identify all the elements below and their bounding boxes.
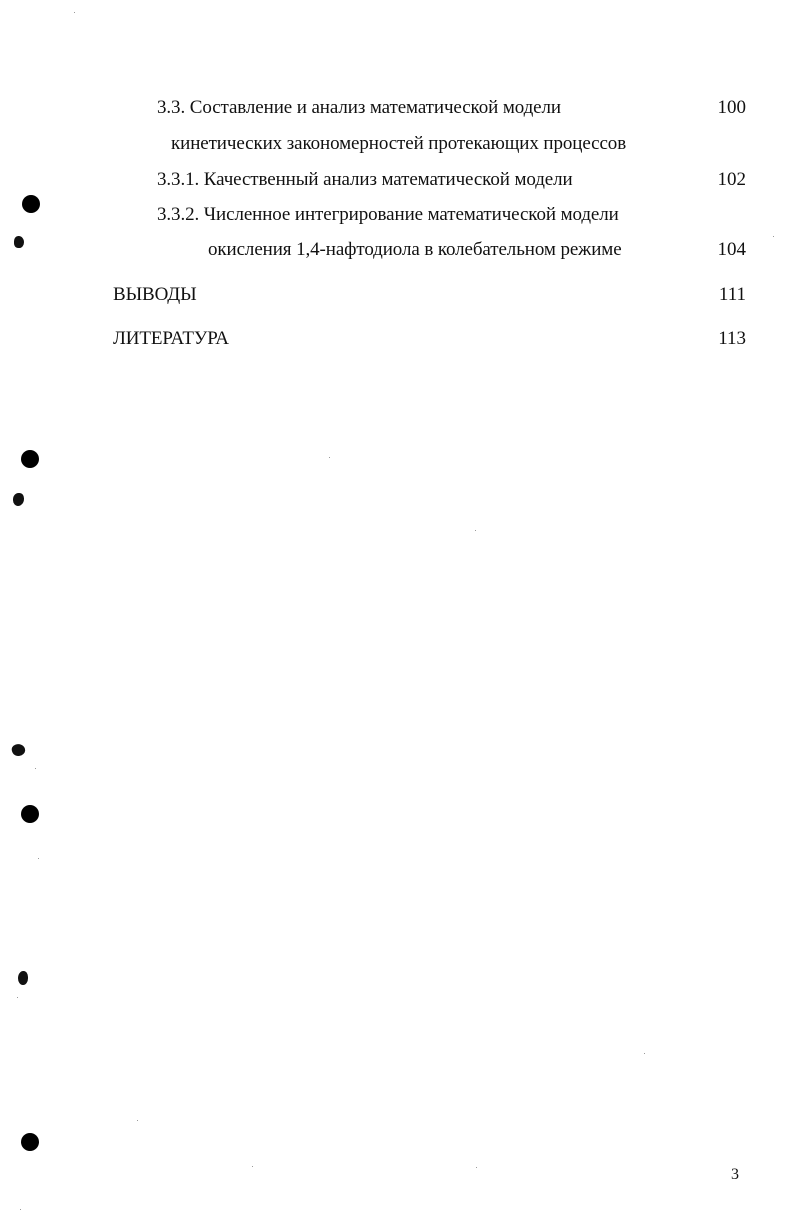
scan-blot-3 xyxy=(10,742,26,758)
toc-entry-3-3-2-title: 3.3.2. Численное интегрирование математической модели xyxy=(157,204,619,225)
punch-hole-1 xyxy=(22,195,40,213)
punch-hole-2 xyxy=(21,450,39,468)
scan-speck xyxy=(38,858,39,859)
scan-blot-4 xyxy=(18,971,28,985)
punch-hole-3 xyxy=(21,805,39,823)
scan-speck xyxy=(773,236,774,237)
scan-speck xyxy=(252,1166,253,1167)
scan-speck xyxy=(20,1209,21,1210)
page-number: 3 xyxy=(731,1166,739,1183)
scan-blot-1 xyxy=(14,236,24,248)
toc-entry-literature-page: 113 xyxy=(718,328,746,349)
scan-blot-2 xyxy=(13,493,24,506)
scan-speck xyxy=(475,530,476,531)
punch-hole-4 xyxy=(21,1133,39,1151)
toc-entry-conclusions-title: ВЫВОДЫ xyxy=(113,284,197,305)
toc-entry-literature-title: ЛИТЕРАТУРА xyxy=(113,328,229,349)
toc-entry-3-3-2-page: 104 xyxy=(717,239,746,260)
toc-entry-3-3-2-title-continued: окисления 1,4-нафтодиола в колебательном режиме xyxy=(208,239,622,260)
toc-entry-3-3-page: 100 xyxy=(717,97,746,118)
toc-entry-3-3-1-page: 102 xyxy=(717,169,746,190)
toc-entry-3-3-1-title: 3.3.1. Качественный анализ математической модели xyxy=(157,169,573,190)
scan-speck xyxy=(74,12,75,13)
scan-speck xyxy=(476,1167,477,1168)
scan-speck xyxy=(329,457,330,458)
scan-speck xyxy=(17,997,18,998)
toc-entry-conclusions-page: 111 xyxy=(718,284,746,305)
toc-entry-3-3-title-continued: кинетических закономерностей протекающих процессов xyxy=(171,133,627,154)
scan-speck xyxy=(644,1053,645,1054)
scan-speck xyxy=(137,1120,138,1121)
scan-speck xyxy=(35,768,36,769)
toc-entry-3-3-title: 3.3. Составление и анализ математической модели xyxy=(157,97,561,118)
